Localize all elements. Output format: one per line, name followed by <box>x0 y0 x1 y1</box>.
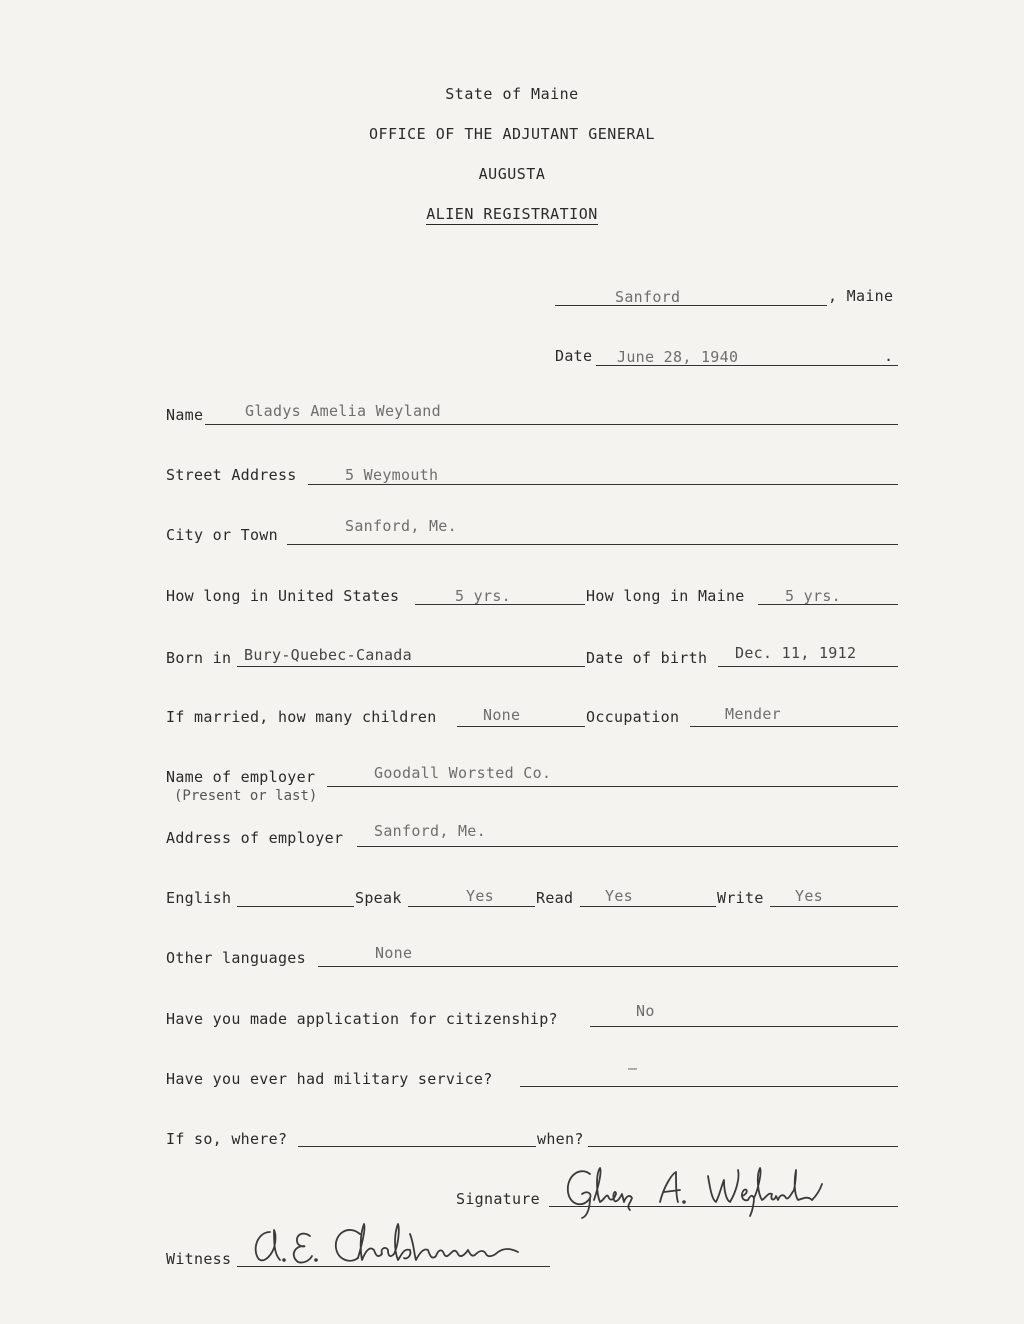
other-languages-line <box>318 966 898 967</box>
born-line <box>237 666 585 667</box>
other-languages-value: None <box>375 944 413 962</box>
english-label: English <box>166 889 232 907</box>
military-value: — <box>628 1059 638 1077</box>
street-label: Street Address <box>166 466 297 484</box>
maine-duration-value: 5 yrs. <box>785 587 841 605</box>
date-period: . <box>884 347 894 365</box>
occupation-line <box>690 726 898 727</box>
signature-handwriting <box>560 1160 830 1220</box>
read-line <box>580 906 716 907</box>
employer-address-value: Sanford, Me. <box>374 822 486 840</box>
read-value: Yes <box>605 887 633 905</box>
where-line <box>298 1146 536 1147</box>
employer-address-line <box>357 846 898 847</box>
occupation-label: Occupation <box>586 708 680 726</box>
employer-label: Name of employer <box>166 768 316 786</box>
date-value: June 28, 1940 <box>617 348 739 366</box>
dob-value: Dec. 11, 1912 <box>735 644 857 662</box>
employer-line <box>327 786 898 787</box>
military-label: Have you ever had military service? <box>166 1070 493 1088</box>
town-value: Sanford <box>615 288 681 306</box>
signature-label: Signature <box>456 1190 540 1208</box>
name-value: Gladys Amelia Weyland <box>245 402 441 420</box>
write-value: Yes <box>795 887 823 905</box>
born-value: Bury-Quebec-Canada <box>244 646 412 664</box>
where-label: If so, where? <box>166 1130 288 1148</box>
name-label: Name <box>166 406 204 424</box>
town-line <box>555 305 827 306</box>
children-label: If married, how many children <box>166 708 437 726</box>
dob-label: Date of birth <box>586 649 708 667</box>
name-line <box>205 424 898 425</box>
maine-duration-label: How long in Maine <box>586 587 745 605</box>
children-value: None <box>483 706 521 724</box>
english-line <box>237 906 354 907</box>
speak-label: Speak <box>355 889 402 907</box>
office-heading: OFFICE OF THE ADJUTANT GENERAL <box>369 125 655 143</box>
state-heading: State of Maine <box>445 85 579 103</box>
write-label: Write <box>717 889 764 907</box>
children-line <box>457 726 585 727</box>
maine-suffix: , Maine <box>828 287 894 305</box>
born-label: Born in <box>166 649 232 667</box>
citizenship-label: Have you made application for citizenship? <box>166 1010 558 1028</box>
military-line <box>520 1086 898 1087</box>
date-label: Date <box>555 347 593 365</box>
when-label: when? <box>537 1130 584 1148</box>
employer-value: Goodall Worsted Co. <box>374 764 552 782</box>
dob-line <box>718 666 898 667</box>
witness-label: Witness <box>166 1250 232 1268</box>
street-value: 5 Weymouth <box>345 466 439 484</box>
citizenship-value: No <box>636 1002 655 1020</box>
street-line <box>308 484 898 485</box>
read-label: Read <box>536 889 574 907</box>
speak-line <box>408 906 535 907</box>
witness-handwriting <box>248 1214 548 1274</box>
citizenship-line <box>590 1026 898 1027</box>
city-heading: AUGUSTA <box>478 165 546 183</box>
employer-sublabel: (Present or last) <box>174 788 318 804</box>
us-duration-label: How long in United States <box>166 587 400 605</box>
employer-address-label: Address of employer <box>166 829 344 847</box>
city-label: City or Town <box>166 526 278 544</box>
when-line <box>588 1146 898 1147</box>
write-line <box>770 906 898 907</box>
occupation-value: Mender <box>725 705 781 723</box>
form-title: ALIEN REGISTRATION <box>426 205 598 223</box>
city-line <box>287 544 898 545</box>
other-languages-label: Other languages <box>166 949 306 967</box>
city-value: Sanford, Me. <box>345 517 457 535</box>
us-duration-value: 5 yrs. <box>455 587 511 605</box>
speak-value: Yes <box>466 887 494 905</box>
